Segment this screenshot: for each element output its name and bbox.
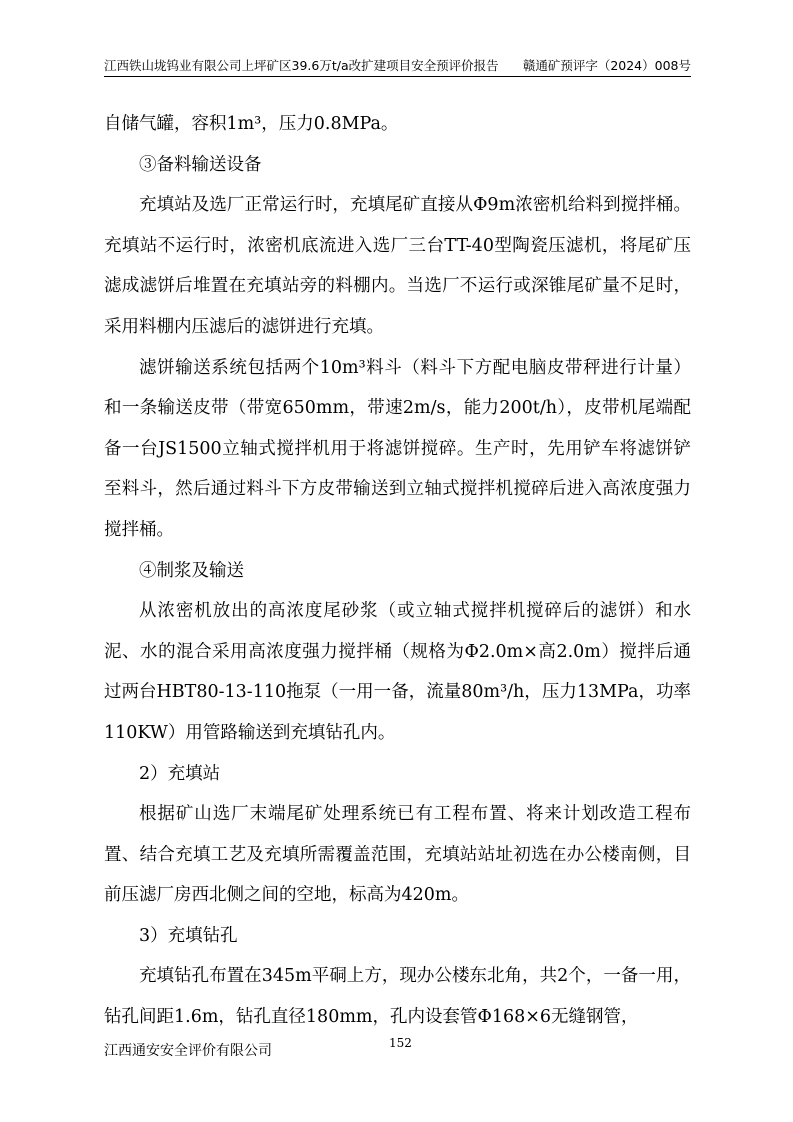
page-number: 152 (389, 1036, 412, 1050)
paragraph-continuation: 自储气罐，容积1m³，压力0.8MPa。 (104, 114, 399, 134)
heading-filling-station: 2）充填站 (139, 763, 221, 784)
footer-company-name: 江西通安安全评价有限公司 (104, 1043, 272, 1059)
heading-feed-conveying-equipment: ③备料输送设备 (139, 154, 262, 175)
paragraph-filter-cake-system: 滤饼输送系统包括两个10m³料斗（料斗下方配电脑皮带秤进行计量）和一条输送皮带（带宽650mm，带速2m/s，能力200t/h），皮带机尾端配备一台JS1500立轴式搅拌机用于将滤饼搅碎。生产时，先用铲车将滤饼铲至料斗，然后通过料斗下方皮带输送到立轴式搅拌机搅碎后进入高浓度强力搅拌桶。 (104, 357, 691, 540)
page-header (104, 56, 691, 77)
heading-filling-borehole: 3）充填钻孔 (139, 925, 238, 946)
paragraph-station-site: 根据矿山选厂末端尾矿处理系统已有工程布置、将来计划改造工程布置、结合充填工艺及充填所需覆盖范围，充填站站址初选在办公楼南侧，目前压滤厂房西北侧之间的空地，标高为420m。 (104, 804, 691, 906)
heading-slurry-preparation: ④制浆及输送 (139, 560, 244, 581)
paragraph-slurry-mixing: 从浓密机放出的高浓度尾砂浆（或立轴式搅拌机搅碎后的滤饼）和水泥、水的混合采用高浓度强力搅拌桶（规格为Φ2.0m×高2.0m）搅拌后通过两台HBT80-13-110拖泵（一用一备，流量80m³/h，压力13MPa，功率110KW）用管路输送到充填钻孔内。 (104, 601, 691, 743)
header-report-number: 赣通矿预评字（2024）008号 (522, 58, 691, 73)
page-footer (104, 1036, 691, 1058)
header-report-title: 江西铁山垅钨业有限公司上坪矿区39.6万t/a改扩建项目安全预评价报告 (104, 58, 499, 73)
paragraph-borehole-layout: 充填钻孔布置在345m平硐上方，现办公楼东北角，共2个，一备一用，钻孔间距1.6m，钻孔直径180mm，孔内设套管Φ168×6无缝钢管， (104, 966, 691, 1028)
paragraph-tailings-feed: 充填站及选厂正常运行时，充填尾矿直接从Φ9m浓密机给料到搅拌桶。充填站不运行时，浓密机底流进入选厂三台TT-40型陶瓷压滤机，将尾矿压滤成滤饼后堆置在充填站旁的料棚内。当选厂不运行或深锥尾矿量不足时，采用料棚内压滤后的滤饼进行充填。 (104, 195, 691, 337)
page-body (104, 104, 691, 1038)
